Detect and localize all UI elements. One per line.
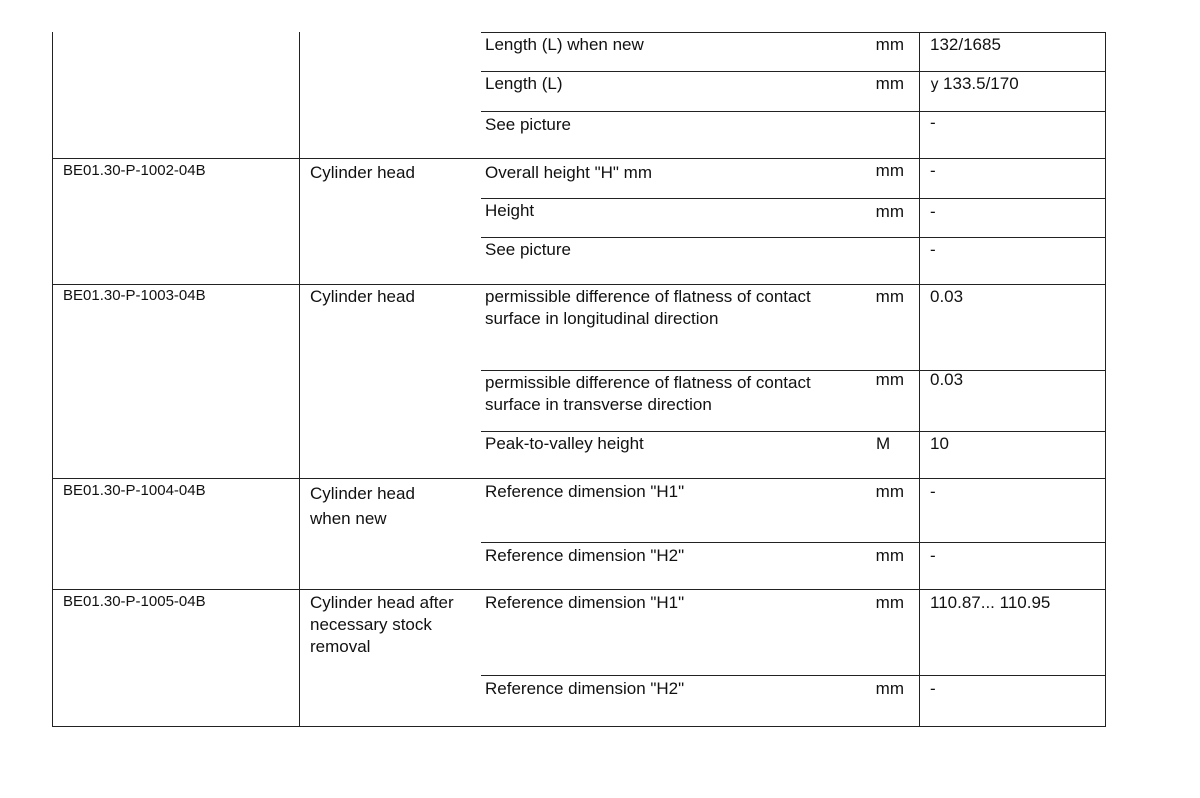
row-divider	[52, 478, 1106, 479]
spec-description: See picture	[485, 115, 571, 134]
part-code: BE01.30-P-1002-04B	[63, 162, 206, 179]
table-border-top	[481, 32, 1106, 33]
spec-unit: mm	[875, 482, 904, 501]
spec-value: -	[930, 202, 936, 221]
spec-description: Length (L) when new	[485, 35, 644, 54]
spec-value: 110.87... 110.95	[930, 593, 1051, 612]
spec-value-text: 133.5/170	[943, 74, 1019, 93]
spec-unit: mm	[875, 202, 904, 221]
spec-unit: mm	[875, 287, 904, 306]
spec-value: 0.03	[930, 287, 964, 306]
spec-description: permissible difference of flatness of contact surface in longitudinal direction	[485, 287, 811, 328]
spec-unit: mm	[875, 35, 904, 54]
column-divider	[299, 32, 300, 727]
spec-value: -	[930, 240, 936, 259]
spec-value: 10	[930, 434, 949, 453]
subrow-divider	[481, 542, 1106, 543]
column-divider	[919, 32, 920, 727]
row-divider	[52, 158, 1106, 159]
row-divider	[52, 284, 1106, 285]
component-name: Cylinder head after necessary stock removal	[310, 593, 454, 656]
spec-description: Reference dimension "H2"	[485, 679, 685, 698]
spec-value: -	[930, 546, 936, 565]
part-code: BE01.30-P-1005-04B	[63, 593, 206, 610]
component-name: Cylinder head	[310, 287, 415, 306]
subrow-divider	[481, 237, 1106, 238]
subrow-divider	[481, 198, 1106, 199]
spec-description: Overall height "H" mm	[485, 163, 653, 182]
table-border-right	[1105, 32, 1106, 727]
spec-unit: mm	[875, 546, 904, 565]
spec-value: -	[930, 161, 936, 180]
spec-unit: mm	[875, 370, 904, 389]
spec-value: 0.03	[930, 370, 964, 389]
spec-value: -	[930, 482, 936, 501]
subrow-divider	[481, 71, 1106, 72]
spec-description: Height	[485, 201, 535, 220]
spec-value: -	[930, 113, 936, 132]
value-prefix-glyph: y	[930, 75, 940, 93]
table-border-left	[52, 32, 53, 727]
spec-description: Reference dimension "H1"	[485, 593, 685, 612]
component-name: Cylinder head when new	[310, 484, 415, 528]
part-code: BE01.30-P-1003-04B	[63, 287, 206, 304]
row-divider	[52, 589, 1106, 590]
subrow-divider	[481, 675, 1106, 676]
table-border-bottom	[52, 726, 1106, 727]
spec-description: See picture	[485, 240, 571, 259]
spec-description: Reference dimension "H1"	[485, 482, 685, 501]
spec-value: 132/1685	[930, 35, 1001, 54]
part-code: BE01.30-P-1004-04B	[63, 482, 206, 499]
spec-unit: M	[876, 434, 891, 453]
subrow-divider	[481, 431, 1106, 432]
spec-unit: mm	[875, 161, 904, 180]
spec-unit: mm	[875, 74, 904, 93]
component-name: Cylinder head	[310, 163, 415, 182]
subrow-divider	[481, 370, 1106, 371]
spec-value: -	[930, 679, 936, 698]
spec-value	[930, 73, 1019, 95]
spec-description: Peak-to-valley height	[485, 434, 644, 453]
spec-description: Length (L)	[485, 74, 563, 93]
spec-description: Reference dimension "H2"	[485, 546, 685, 565]
subrow-divider	[481, 111, 1106, 112]
spec-unit: mm	[875, 593, 904, 612]
spec-description: permissible difference of flatness of contact surface in transverse direction	[485, 373, 811, 414]
spec-unit: mm	[875, 679, 904, 698]
